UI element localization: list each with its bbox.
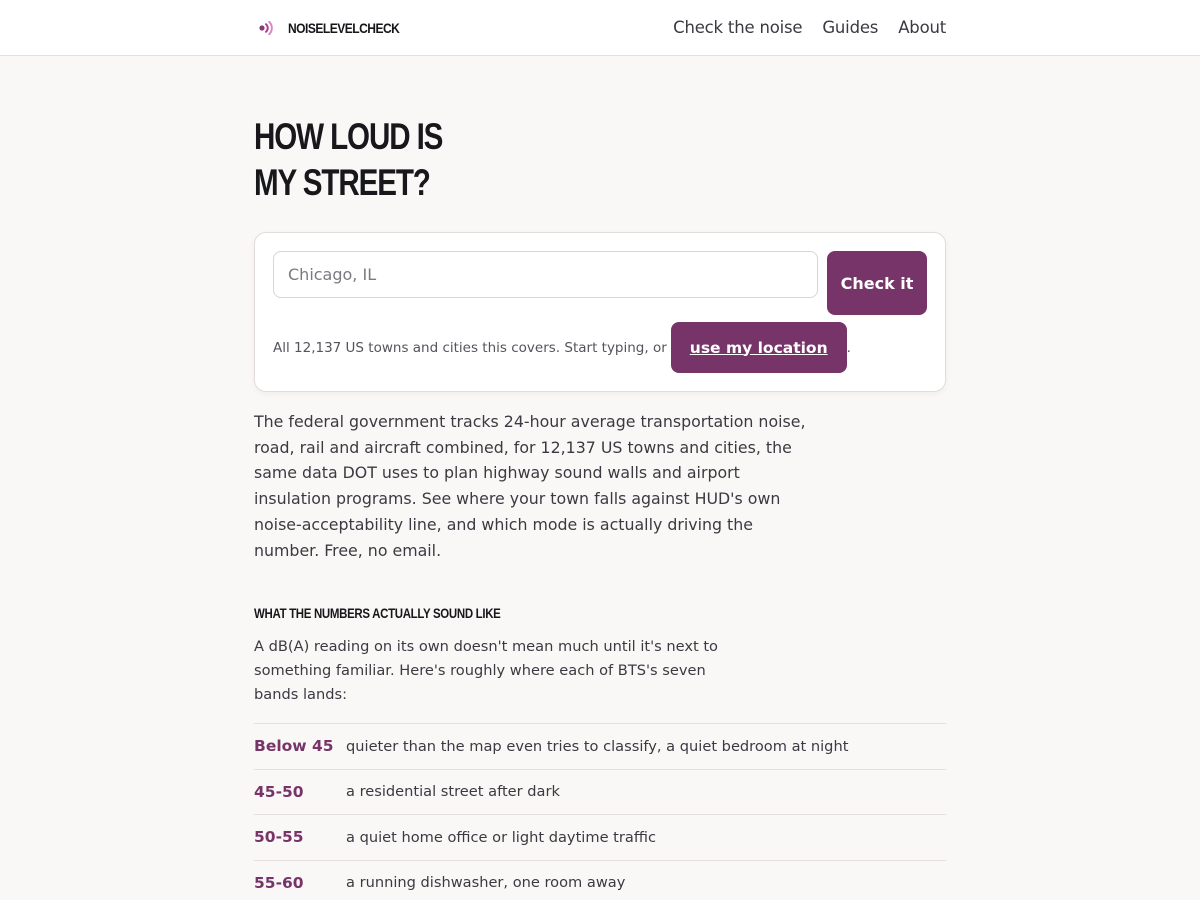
band-description: quieter than the map even tries to classify, a quiet bedroom at night: [346, 737, 849, 755]
page-title: [254, 114, 526, 206]
nav-guides[interactable]: Guides: [822, 18, 879, 37]
search-card: [254, 232, 946, 392]
search-hint-text: All 12,137 US towns and cities this covers. Start typing, or: [273, 339, 667, 356]
search-hint-end: .: [846, 339, 851, 356]
main-nav: [673, 18, 946, 37]
nav-check-the-noise[interactable]: Check the noise: [673, 18, 803, 37]
band-description: a running dishwasher, one room away: [346, 874, 626, 892]
band-description: a quiet home office or light daytime traffic: [346, 828, 656, 846]
page-title-line-2: MY STREET?: [254, 162, 430, 203]
header-inner: [254, 0, 946, 55]
intro-paragraph: The federal government tracks 24-hour average transportation noise, road, rail and aircraft combined, for 12,137 US towns and cities, the same data DOT uses to plan highway sound walls and airport insulation programs. See where your town falls against HUD's own noise-acceptability line, and which mode is actually driving the number. Free, no email.: [254, 412, 806, 560]
band-range: Below 45: [254, 737, 334, 756]
noise-bands-list: [254, 723, 946, 900]
bands-section-text: A dB(A) reading on its own doesn't mean much until it's next to something familiar. Here's roughly where each of BTS's seven bands lands:: [254, 638, 718, 704]
band-row: [254, 860, 946, 900]
bands-section-heading: WHAT THE NUMBERS ACTUALLY SOUND LIKE: [254, 605, 501, 622]
search-hint: [273, 322, 927, 373]
band-range: 55-60: [254, 873, 304, 892]
brand-name: NOISELEVELCHECK: [288, 19, 400, 36]
check-it-button[interactable]: Check it: [827, 251, 927, 315]
band-range: 45-50: [254, 782, 304, 801]
band-description: a residential street after dark: [346, 783, 560, 801]
band-row: [254, 769, 946, 815]
band-row: [254, 814, 946, 860]
page-title-line-1: HOW LOUD IS: [254, 116, 443, 157]
sound-waves-icon: [254, 16, 278, 40]
nav-about[interactable]: About: [898, 18, 946, 37]
location-search-input[interactable]: [273, 251, 818, 298]
band-range: 50-55: [254, 828, 304, 847]
main-content: [254, 56, 946, 900]
band-row: [254, 723, 946, 769]
use-my-location-button[interactable]: use my location: [671, 322, 847, 373]
site-header: [0, 0, 1200, 56]
brand-link[interactable]: [254, 16, 417, 40]
search-row: [273, 251, 927, 315]
